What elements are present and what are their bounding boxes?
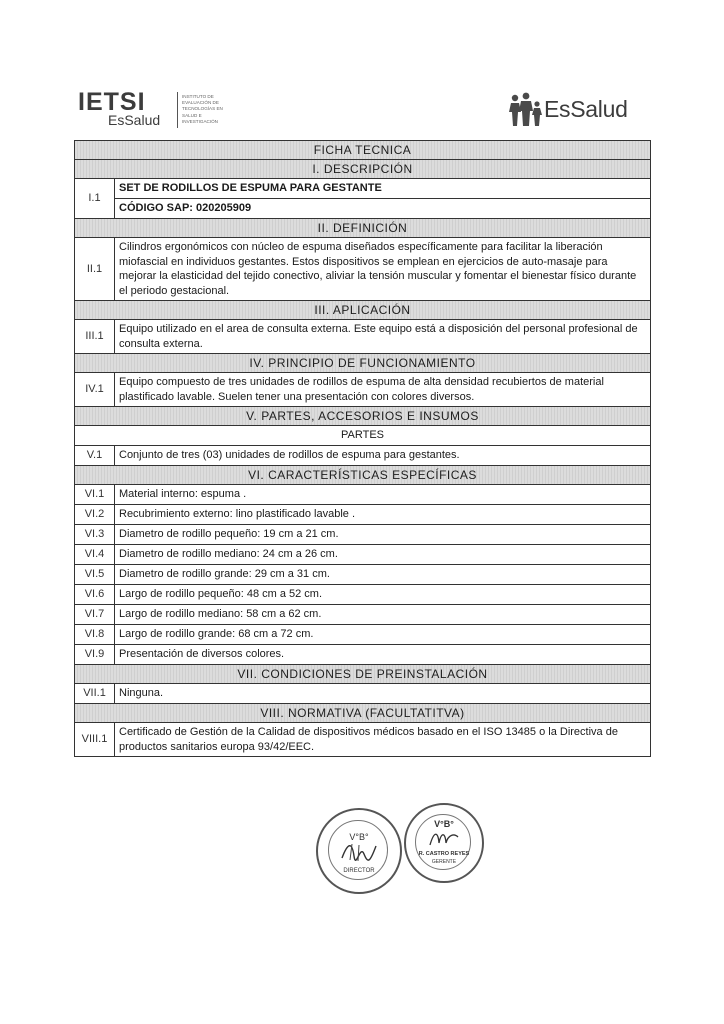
ietsi-logo-line: INVESTIGACIÓN [182, 118, 218, 124]
row-code: VI.9 [75, 645, 115, 665]
row-text: Largo de rodillo pequeño: 48 cm a 52 cm. [115, 585, 651, 605]
row-text: Recubrimiento externo: lino plastificado lavable . [115, 505, 651, 525]
seal-name: R. CASTRO REYES [418, 851, 470, 857]
ietsi-logo-line: SALUD E [182, 112, 202, 118]
approval-seal-right [404, 803, 484, 883]
essalud-logo-word: EsSalud [544, 96, 628, 122]
row-code: VI.1 [75, 485, 115, 505]
ietsi-logo-lines [182, 94, 242, 125]
subheading-row [75, 426, 651, 446]
row-code: V.1 [75, 446, 115, 466]
table-row [75, 605, 651, 625]
section-heading: II. DEFINICIÓN [75, 219, 651, 238]
row-text: Certificado de Gestión de la Calidad de dispositivos médicos basado en el ISO 13485 o la Directiva de productos sanitarios europa 93/42/EEC. [115, 723, 651, 757]
row-text: Largo de rodillo grande: 68 cm a 72 cm. [115, 625, 651, 645]
section-heading: III. APLICACIÓN [75, 301, 651, 320]
row-code: IV.1 [75, 373, 115, 407]
approval-seal-left [316, 808, 402, 894]
row-code: VI.5 [75, 565, 115, 585]
section-heading: V. PARTES, ACCESORIOS E INSUMOS [75, 407, 651, 426]
row-text: Presentación de diversos colores. [115, 645, 651, 665]
row-code: II.1 [75, 238, 115, 301]
row-code: VI.6 [75, 585, 115, 605]
row-code: VI.7 [75, 605, 115, 625]
section-heading: VIII. NORMATIVA (FACULTATITVA) [75, 704, 651, 723]
essalud-logo [508, 92, 648, 128]
table-row [75, 645, 651, 665]
section-header-row [75, 665, 651, 684]
ietsi-logo-sub: EsSalud [108, 112, 161, 128]
ietsi-logo-line: INSTITUTO DE [182, 94, 214, 99]
table-row [75, 545, 651, 565]
row-text: Material interno: espuma . [115, 485, 651, 505]
section-subheading: PARTES [75, 426, 651, 446]
row-text: Diametro de rodillo grande: 29 cm a 31 cm. [115, 565, 651, 585]
table-row [75, 505, 651, 525]
row-text: Diametro de rodillo pequeño: 19 cm a 21 cm. [115, 525, 651, 545]
ietsi-logo-word: IETSI [78, 88, 146, 116]
section-header-row [75, 301, 651, 320]
row-code: VI.2 [75, 505, 115, 525]
table-row [75, 723, 651, 757]
section-heading: VII. CONDICIONES DE PREINSTALACIÓN [75, 665, 651, 684]
row-text: Largo de rodillo mediano: 58 cm a 62 cm. [115, 605, 651, 625]
ietsi-logo-line: TECNOLOGÍAS EN [182, 106, 223, 112]
table-row [75, 485, 651, 505]
table-row [75, 179, 651, 199]
sheet-title: FICHA TECNICA [75, 141, 651, 160]
row-code: VI.4 [75, 545, 115, 565]
signature-icon [340, 840, 378, 864]
product-name: SET DE RODILLOS DE ESPUMA PARA GESTANTE [115, 179, 651, 199]
seal-role: GERENTE [431, 859, 457, 865]
table-row [75, 238, 651, 301]
ietsi-logo-divider [177, 92, 178, 128]
table-row [75, 320, 651, 354]
row-text: Equipo compuesto de tres unidades de rodillos de espuma de alta densidad recubiertos de material plastificado lavable. Suelen tener una presentación con colores diversos. [115, 373, 651, 407]
row-code: VIII.1 [75, 723, 115, 757]
table-row [75, 625, 651, 645]
section-heading: I. DESCRIPCIÓN [75, 160, 651, 179]
table-row [75, 565, 651, 585]
row-code: III.1 [75, 320, 115, 354]
table-row [75, 373, 651, 407]
section-header-row [75, 219, 651, 238]
seal-role: DIRECTOR [343, 868, 375, 874]
table-row [75, 525, 651, 545]
row-text: Cilindros ergonómicos con núcleo de espuma diseñados específicamente para facilitar la liberación miofascial en individuos gestantes. Estos dispositivos se emplean en ejercicios de auto-masaje para mejorar la elasticidad del tejido conectivo, aliviar la tensión muscular y fomentar el bienestar físico durante el periodo gestacional. [115, 238, 651, 301]
seal-vb: V°B° [349, 832, 369, 842]
sap-code: CÓDIGO SAP: 020205909 [115, 199, 651, 219]
ficha-tecnica-table [74, 140, 651, 757]
section-header-row [75, 704, 651, 723]
family-figures-icon [508, 92, 544, 128]
row-text: Conjunto de tres (03) unidades de rodillos de espuma para gestantes. [115, 446, 651, 466]
row-text: Diametro de rodillo mediano: 24 cm a 26 cm. [115, 545, 651, 565]
section-heading: VI. CARACTERÍSTICAS ESPECÍFICAS [75, 466, 651, 485]
ietsi-logo [78, 90, 238, 132]
row-code: I.1 [75, 179, 115, 219]
signature-icon [428, 827, 460, 849]
row-code: VI.3 [75, 525, 115, 545]
table-row [75, 199, 651, 219]
sheet-title-row [75, 141, 651, 160]
section-header-row [75, 407, 651, 426]
section-header-row [75, 354, 651, 373]
ietsi-logo-line: EVALUACIÓN DE [182, 100, 219, 106]
table-row [75, 446, 651, 466]
section-heading: IV. PRINCIPIO DE FUNCIONAMIENTO [75, 354, 651, 373]
section-header-row [75, 466, 651, 485]
row-code: VI.8 [75, 625, 115, 645]
seal-vb: V°B° [434, 819, 454, 829]
table-row [75, 684, 651, 704]
table-row [75, 585, 651, 605]
row-text: Equipo utilizado en el area de consulta externa. Este equipo está a disposición del personal profesional de consulta externa. [115, 320, 651, 354]
row-text: Ninguna. [115, 684, 651, 704]
row-code: VII.1 [75, 684, 115, 704]
section-header-row [75, 160, 651, 179]
